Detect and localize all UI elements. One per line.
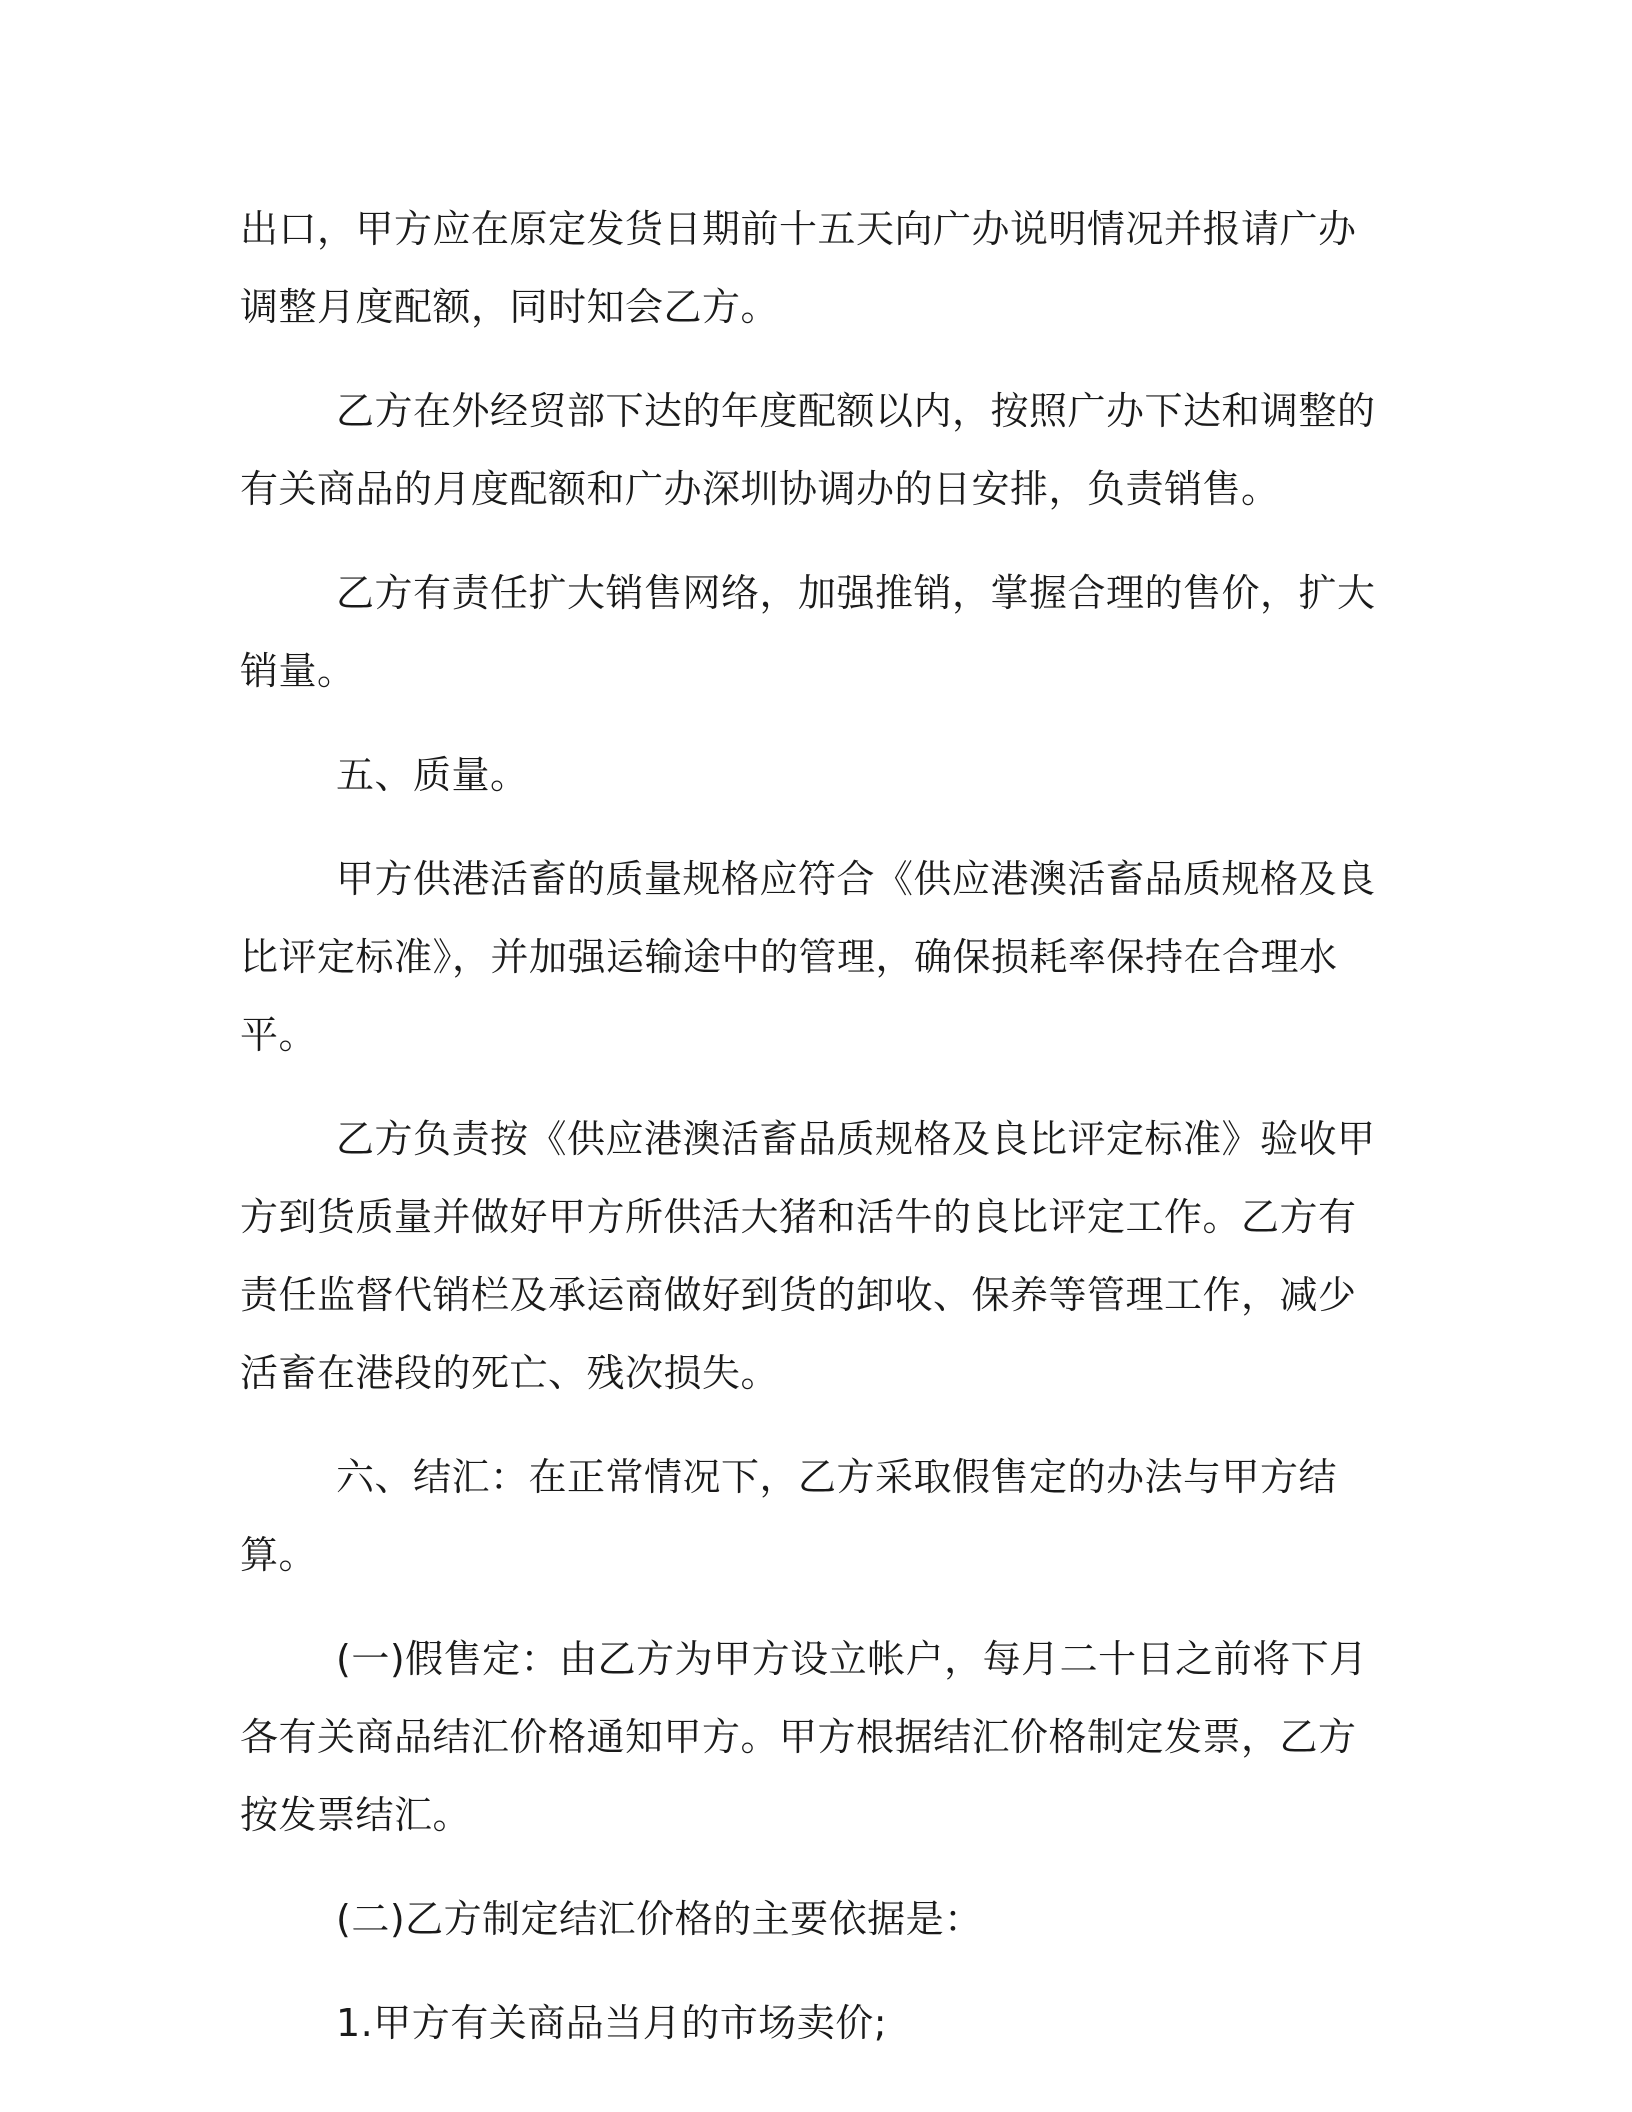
paragraph-sales-network: 乙方有责任扩大销售网络，加强推销，掌握合理的售价，扩大销量。	[240, 571, 1376, 693]
document-page	[240, 190, 1390, 2062]
paragraph-fake-sale: (一)假售定：由乙方为甲方设立帐户，每月二十日之前将下月各有关商品结汇价格通知甲方。甲方根据结汇价格制定发票，乙方按发票结汇。	[240, 1637, 1368, 1837]
section-heading-settlement: 六、结汇：在正常情况下，乙方采取假售定的办法与甲方结算。	[240, 1455, 1338, 1577]
list-item-market-price: 1.甲方有关商品当月的市场卖价;	[336, 2001, 888, 2045]
section-heading-quality: 五、质量。	[336, 753, 529, 797]
paragraph-export-continuation: 出口，甲方应在原定发货日期前十五天向广办说明情况并报请广办调整月度配额，同时知会乙方。	[240, 207, 1357, 329]
paragraph-inspection: 乙方负责按《供应港澳活畜品质规格及良比评定标准》验收甲方到货质量并做好甲方所供活大猪和活牛的良比评定工作。乙方有责任监督代销栏及承运商做好到货的卸收、保养等管理工作，减少活畜在港段的死亡、残次损失。	[240, 1117, 1376, 1395]
paragraph-pricing-basis: (二)乙方制定结汇价格的主要依据是：	[336, 1897, 983, 1941]
paragraph-annual-quota: 乙方在外经贸部下达的年度配额以内，按照广办下达和调整的有关商品的月度配额和广办深圳协调办的日安排，负责销售。	[240, 389, 1376, 511]
paragraph-quality-standard: 甲方供港活畜的质量规格应符合《供应港澳活畜品质规格及良比评定标准》，并加强运输途中的管理，确保损耗率保持在合理水平。	[240, 857, 1376, 1057]
